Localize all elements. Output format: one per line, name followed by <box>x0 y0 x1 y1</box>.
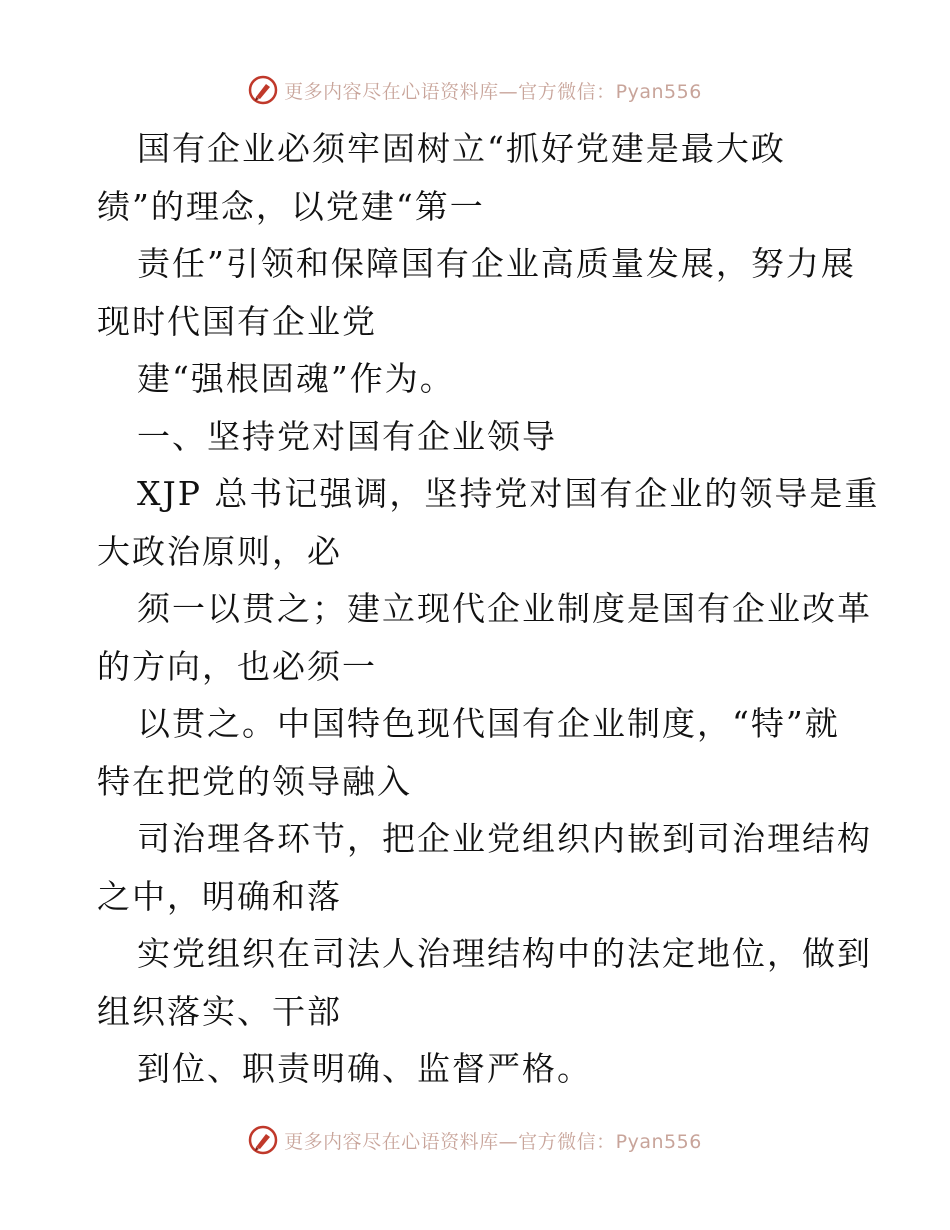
text-line: 建“强根固魂”作为。 <box>137 359 455 398</box>
text-line: 到位、职责明确、监督严格。 <box>137 1049 592 1088</box>
text-line: 绩”的理念，以党建“第一 <box>97 186 485 226</box>
text-line: 组织落实、干部 <box>97 991 342 1031</box>
pen-nib-icon <box>248 75 278 105</box>
text-line: 大政治原则，必 <box>97 531 342 571</box>
text-line: 特在把党的领导融入 <box>97 761 412 801</box>
text-line: 现时代国有企业党 <box>97 301 377 341</box>
text-line: XJP 总书记强调，坚持党对国有企业的领导是重 <box>137 474 880 513</box>
text-line: 一、坚持党对国有企业领导 <box>137 416 557 456</box>
text-line: 国有企业必须牢固树立“抓好党建是最大政 <box>137 129 786 168</box>
text-line: 的方向，也必须一 <box>97 646 377 686</box>
text-line: 实党组织在司法人治理结构中的法定地位，做到 <box>137 934 872 973</box>
text-line: 以贯之。中国特色现代国有企业制度，“特”就 <box>137 704 840 743</box>
text-line: 之中，明确和落 <box>97 876 342 916</box>
watermark-text: 更多内容尽在心语资料库—官方微信：Pyan556 <box>284 1130 702 1153</box>
pen-nib-icon <box>248 1125 278 1155</box>
text-line: 司治理各环节，把企业党组织内嵌到司治理结构 <box>137 819 872 858</box>
document-body <box>97 120 880 1098</box>
text-line: 责任”引领和保障国有企业高质量发展，努力展 <box>137 244 856 283</box>
footer-watermark-banner <box>0 1120 950 1160</box>
text-line: 须一以贯之；建立现代企业制度是国有企业改革 <box>137 589 872 628</box>
watermark-text: 更多内容尽在心语资料库—官方微信：Pyan556 <box>284 80 702 103</box>
header-watermark-banner <box>0 70 950 110</box>
